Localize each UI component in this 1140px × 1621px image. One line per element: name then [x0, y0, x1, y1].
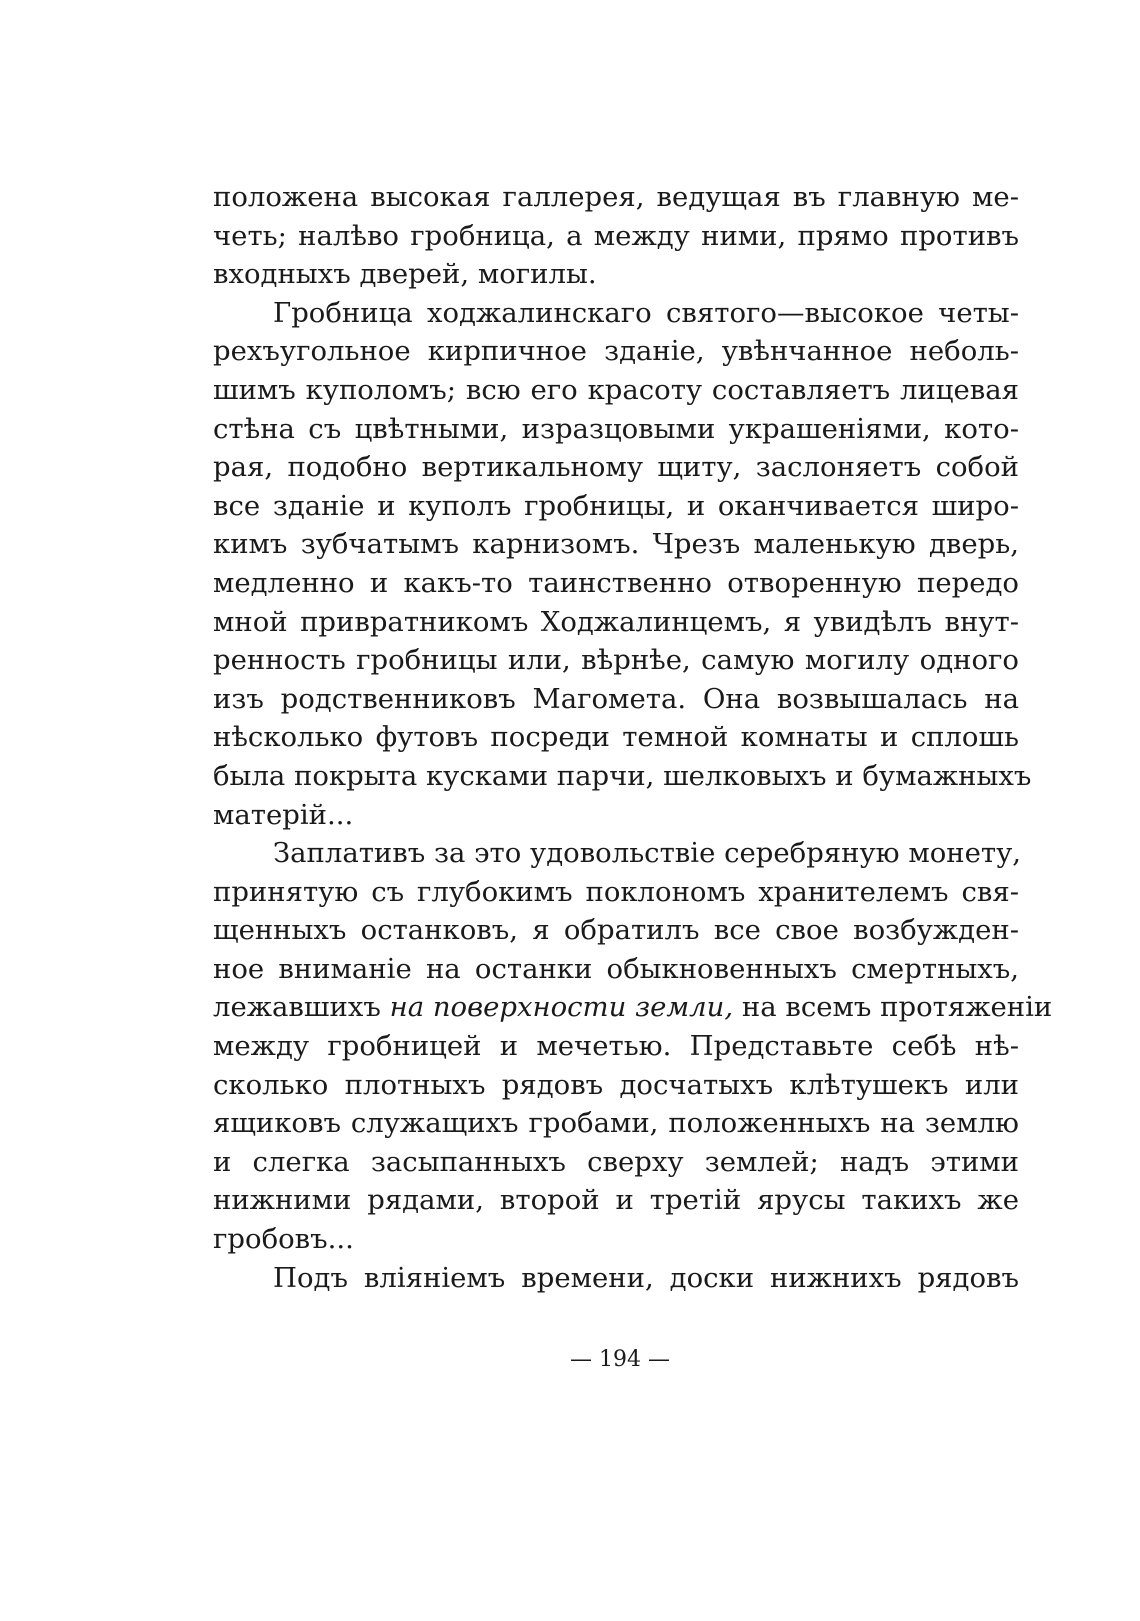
- text-line: между гробницей и мечетью. Представьте себѣ нѣ-: [213, 1030, 1019, 1063]
- text-line: положена высокая галлерея, ведущая въ главную ме-: [213, 181, 1019, 213]
- text-line: изъ родственниковъ Магомета. Она возвышалась на: [213, 682, 1019, 715]
- text-line: ренность гробницы или, вѣрнѣе, самую могилу одного: [213, 644, 1019, 677]
- text-line: принятую съ глубокимъ поклономъ хранителемъ свя-: [213, 875, 1019, 908]
- paragraph-start-line: Гробница ходжалинскаго святого—высокое четы-: [273, 296, 1019, 329]
- text-line-with-italic: [213, 988, 1053, 1027]
- body-text: [213, 178, 1053, 1297]
- page-number: — 194 —: [570, 1347, 670, 1372]
- text-line: и слегка засыпанныхъ сверху землей; надъ этими: [213, 1145, 1019, 1178]
- text-line: стѣна съ цвѣтными, изразцовыми украшеніями, кото-: [213, 412, 1019, 445]
- text-line: была покрыта кусками парчи, шелковыхъ и бумажныхъ: [213, 759, 1032, 792]
- text-line: гробовъ...: [213, 1223, 354, 1256]
- text-fragment: лежавшихъ: [213, 991, 381, 1024]
- text-line: входныхъ дверей, могилы.: [213, 258, 597, 291]
- text-line: нѣсколько футовъ посреди темной комнаты и сплошь: [213, 721, 1019, 754]
- text-line: кимъ зубчатымъ карнизомъ. Чрезъ маленькую дверь,: [213, 528, 1019, 561]
- text-line: матерій...: [213, 798, 354, 831]
- text-line: четь; налѣво гробница, а между ними, прямо противъ: [213, 219, 1019, 252]
- text-line: все зданіе и куполъ гробницы, и оканчивается широ-: [213, 489, 1019, 522]
- text-line: рехъугольное кирпичное зданіе, увѣнчанное неболь-: [213, 335, 1019, 368]
- text-line: нижними рядами, второй и третій ярусы такихъ же: [213, 1184, 1019, 1217]
- text-fragment: на всемъ протяженіи: [741, 991, 1053, 1024]
- text-line: сколько плотныхъ рядовъ досчатыхъ клѣтушекъ или: [213, 1068, 1019, 1101]
- text-line: ное вниманіе на останки обыкновенныхъ смертныхъ,: [213, 952, 1019, 985]
- text-line: ящиковъ служащихъ гробами, положенныхъ на землю: [213, 1107, 1019, 1140]
- text-line: медленно и какъ-то таинственно отворенную передо: [213, 566, 1019, 599]
- text-line: мной привратникомъ Ходжалинцемъ, я увидѣлъ внут-: [213, 605, 1019, 638]
- italic-phrase: на поверхности земли,: [389, 991, 734, 1024]
- paragraph-start-line: Подъ вліяніемъ времени, доски нижнихъ рядовъ: [273, 1261, 1019, 1294]
- text-line: щенныхъ останковъ, я обратилъ все свое возбужден-: [213, 914, 1019, 947]
- paragraph-start-line: Заплативъ за это удовольствіе серебряную монету,: [273, 837, 1022, 870]
- text-line: шимъ куполомъ; всю его красоту составляетъ лицевая: [213, 373, 1019, 406]
- text-line: рая, подобно вертикальному щиту, заслоняетъ собой: [213, 451, 1019, 484]
